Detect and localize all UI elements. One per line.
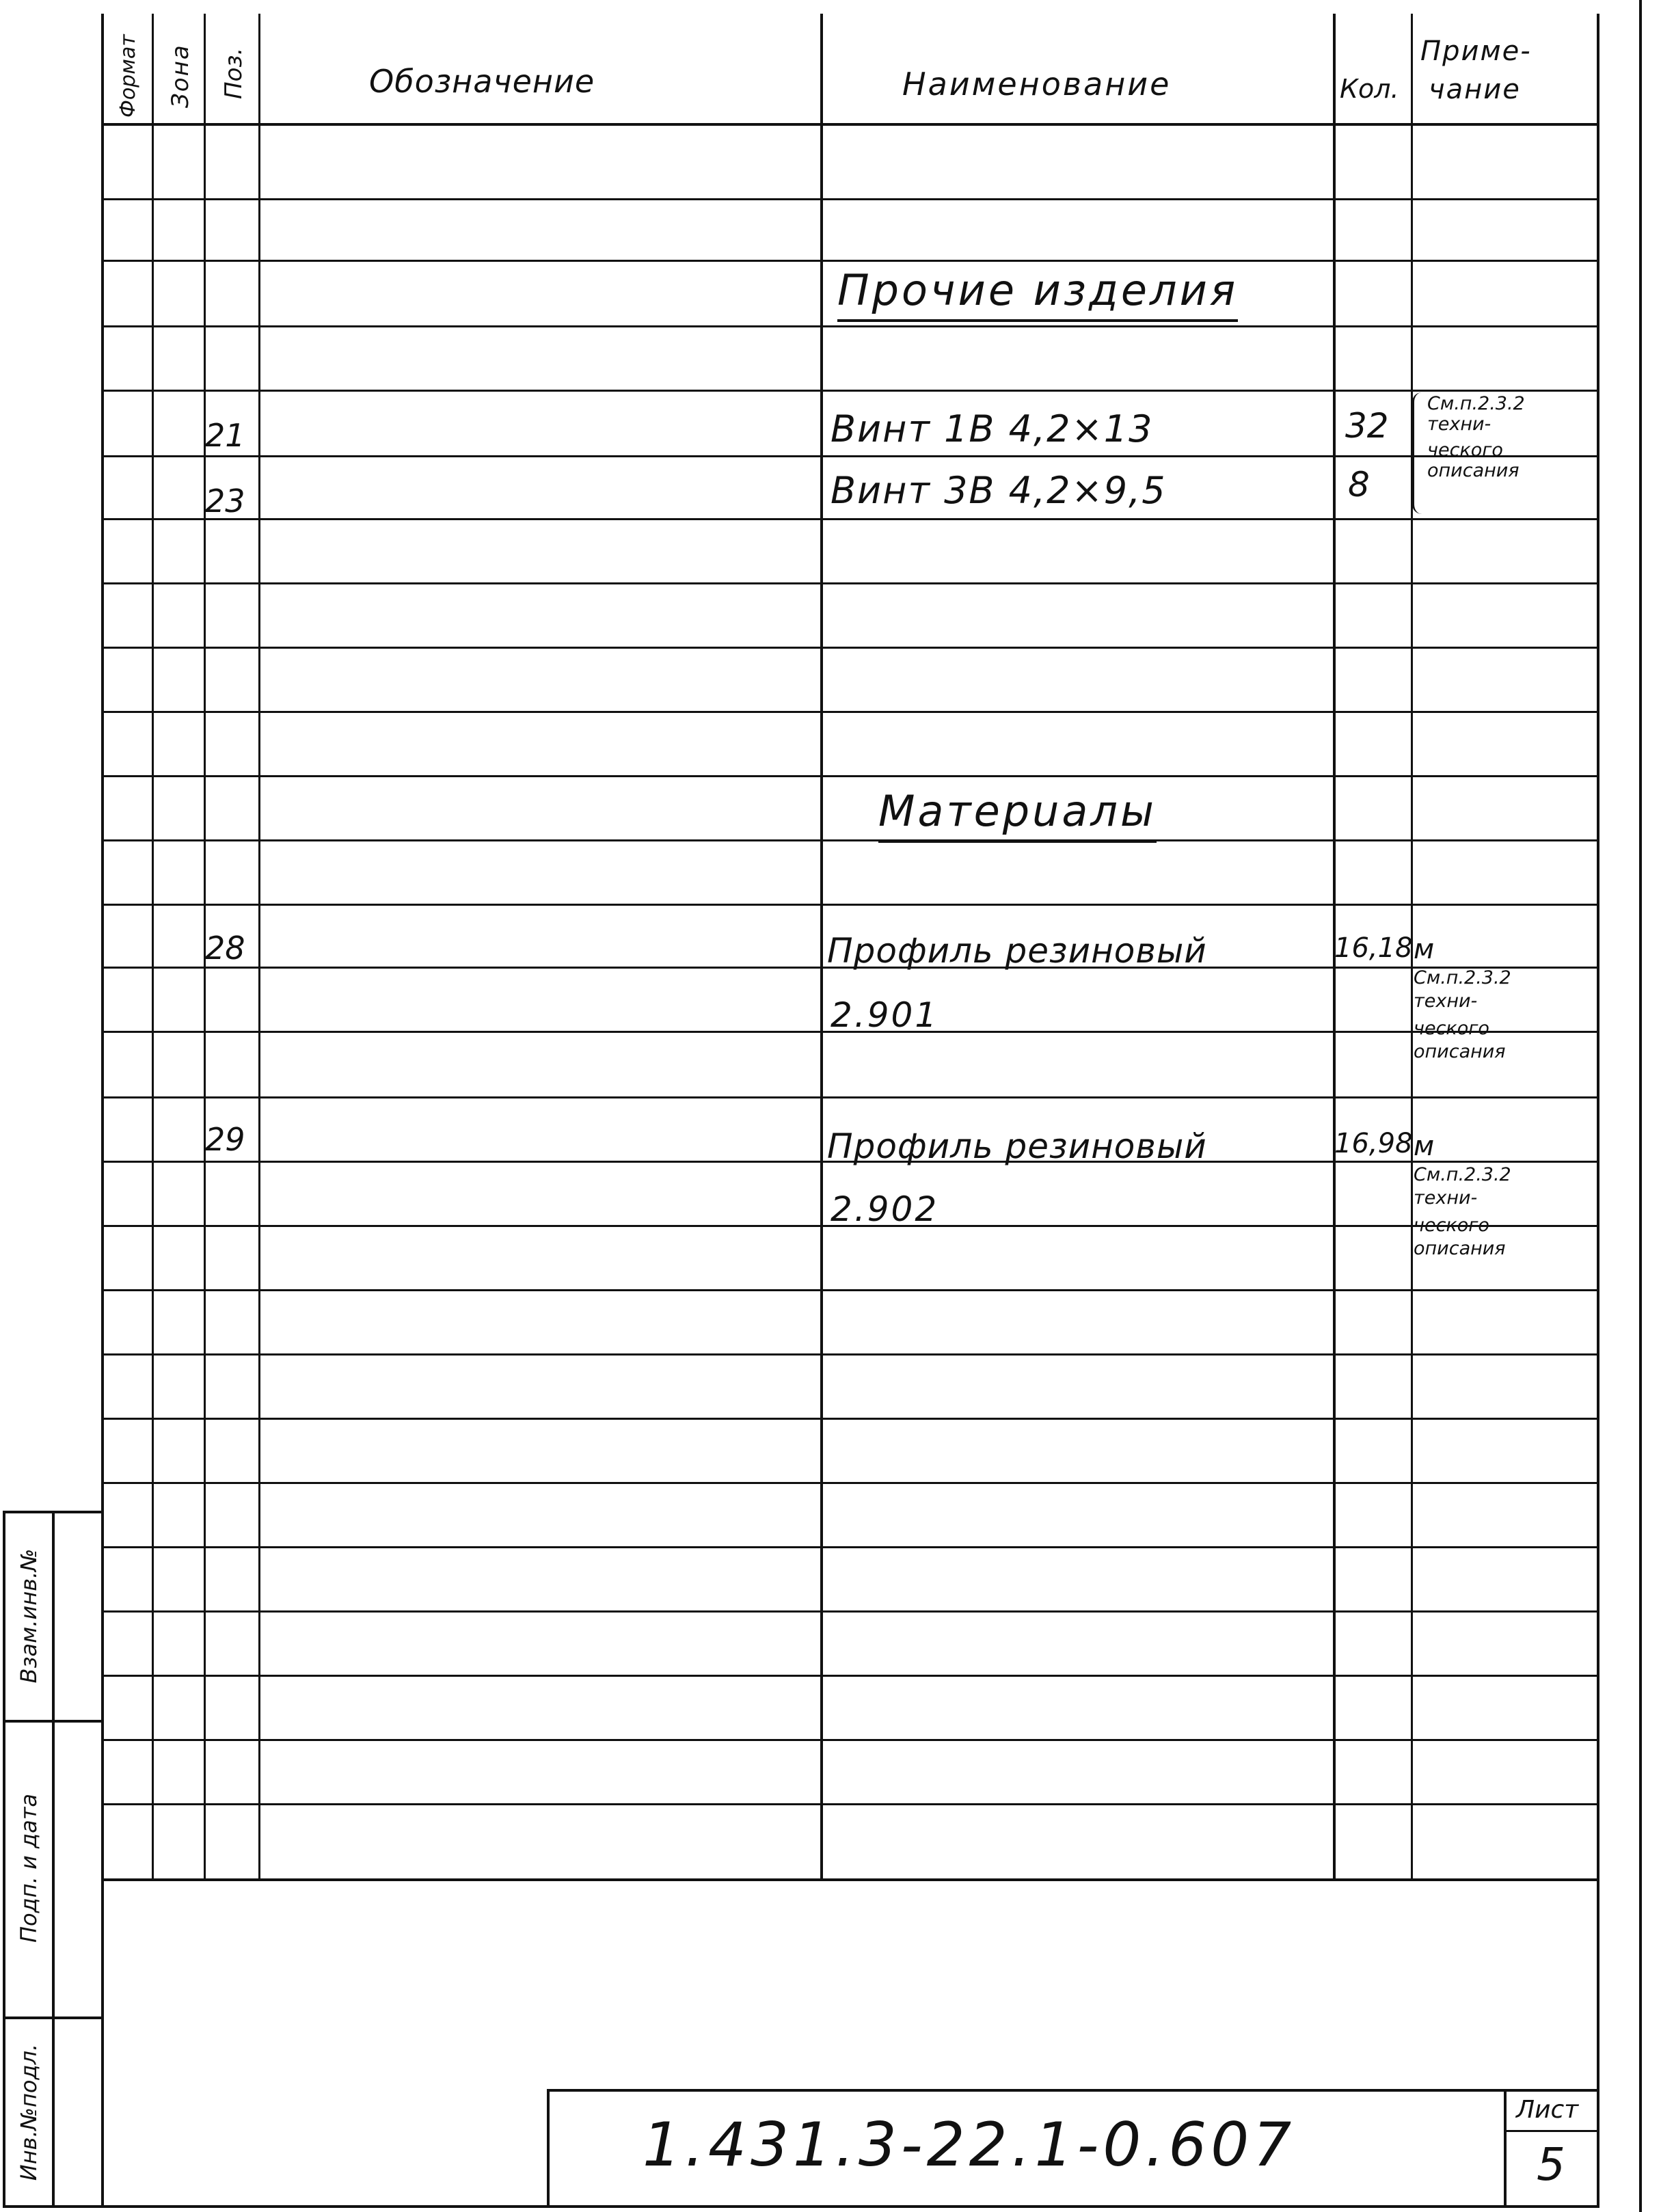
table-row-line <box>101 839 1599 841</box>
table-row-line <box>101 1353 1599 1355</box>
row28-note-line4: описания <box>1414 1041 1506 1062</box>
section-title-other-items: Прочие изделия <box>837 265 1238 322</box>
col-line-designation <box>820 14 823 1880</box>
title-block-sheet-number: 5 <box>1537 2138 1565 2191</box>
table-row-line <box>101 260 1599 262</box>
side-stamp-inv-orig: Инв.№подл. <box>16 2043 42 2181</box>
note-screws <box>1427 394 1525 481</box>
side-stamp-bottom-line <box>3 2205 104 2208</box>
row28-note-line2: техни- <box>1414 990 1478 1012</box>
row23-qty: 8 <box>1348 465 1370 504</box>
table-row-line <box>101 1675 1599 1677</box>
row23-name: Винт 3В 4,2×9,5 <box>830 469 1167 512</box>
table-row-line <box>101 775 1599 777</box>
row29-note-line2: техни- <box>1414 1187 1478 1209</box>
row29-name-line2: 2.902 <box>830 1189 939 1229</box>
table-row-line <box>101 1418 1599 1420</box>
header-name: Наименование <box>902 66 1172 103</box>
table-row-line <box>101 1546 1599 1548</box>
row28-unit: м <box>1414 934 1435 965</box>
frame-edge-line <box>1639 0 1642 2212</box>
row28-qty: 16,18 <box>1334 932 1413 964</box>
row23-pos: 23 <box>205 483 245 520</box>
row29-unit: м <box>1414 1131 1435 1162</box>
note-screws-line3: ческого <box>1427 440 1503 461</box>
table-row-line <box>101 582 1599 584</box>
table-row-line <box>101 1096 1599 1098</box>
row29-note-line3: ческого <box>1414 1215 1489 1236</box>
row29-note-line1: См.п.2.3.2 <box>1414 1164 1511 1185</box>
row29-note <box>1414 1163 1511 1260</box>
row28-note-line3: ческого <box>1414 1018 1489 1039</box>
table-row-line <box>101 647 1599 649</box>
row28-note <box>1414 967 1511 1064</box>
col-line-format <box>152 14 154 1880</box>
title-block-sheet-line <box>1504 2089 1507 2208</box>
table-row-line <box>101 904 1599 906</box>
row29-name-line1: Профиль резиновый <box>827 1127 1207 1166</box>
table-row-line <box>101 1289 1599 1291</box>
title-block-sheet-label: Лист <box>1516 2096 1579 2124</box>
col-line-pos <box>258 14 260 1880</box>
table-row-line <box>101 325 1599 327</box>
title-block-doc-number: 1.431.3-22.1-0.607 <box>643 2109 1296 2180</box>
note-screws-line4: описания <box>1427 460 1520 481</box>
row21-qty: 32 <box>1345 406 1389 446</box>
side-stamp-mid-line <box>52 1511 55 2208</box>
table-row-line <box>101 455 1599 457</box>
section-title-materials: Матерuалы <box>878 786 1157 843</box>
header-pos: Поз. <box>220 47 247 99</box>
table-row-line <box>101 1482 1599 1484</box>
title-block-left-line <box>547 2089 550 2208</box>
note-screws-line1: См.п.2.3.2 <box>1427 393 1525 414</box>
side-stamp-replace-inv: Взам.инв.№ <box>16 1548 42 1684</box>
header-zone: Зона <box>167 44 194 108</box>
note-screws-line2: техни- <box>1427 414 1491 435</box>
table-bottom-line <box>101 1878 1599 1881</box>
header-qty: Кол. <box>1340 74 1399 104</box>
row29-pos: 29 <box>205 1121 245 1158</box>
header-designation: Обозначение <box>369 63 595 100</box>
row29-note-line4: описания <box>1414 1238 1506 1259</box>
table-row-line <box>101 1739 1599 1741</box>
table-row-line <box>101 198 1599 200</box>
row29-qty: 16,98 <box>1334 1128 1413 1159</box>
header-format: Формат <box>116 34 140 118</box>
row28-note-line1: См.п.2.3.2 <box>1414 967 1511 988</box>
table-row-line <box>101 711 1599 713</box>
title-block-top-line <box>547 2089 1599 2092</box>
col-line-note <box>1597 14 1599 1880</box>
header-note-line2: чание <box>1429 74 1521 105</box>
side-stamp-sign-date: Подп. и дата <box>16 1794 42 1943</box>
frame-bottom-line <box>101 2205 1599 2208</box>
table-row-line <box>101 1610 1599 1613</box>
table-row-line <box>101 390 1599 392</box>
row28-name-line2: 2.901 <box>830 995 939 1035</box>
note-brace <box>1412 392 1427 514</box>
row21-name: Винт 1В 4,2×13 <box>830 407 1154 450</box>
title-block-sheet-sep <box>1504 2130 1599 2132</box>
row28-name-line1: Профиль резиновый <box>827 931 1207 971</box>
table-row-line <box>101 518 1599 520</box>
table-row-line <box>101 1803 1599 1805</box>
row21-pos: 21 <box>205 417 245 454</box>
header-note-line1: Приме- <box>1420 36 1532 67</box>
row28-pos: 28 <box>205 930 245 967</box>
header-bottom-line <box>101 123 1599 126</box>
